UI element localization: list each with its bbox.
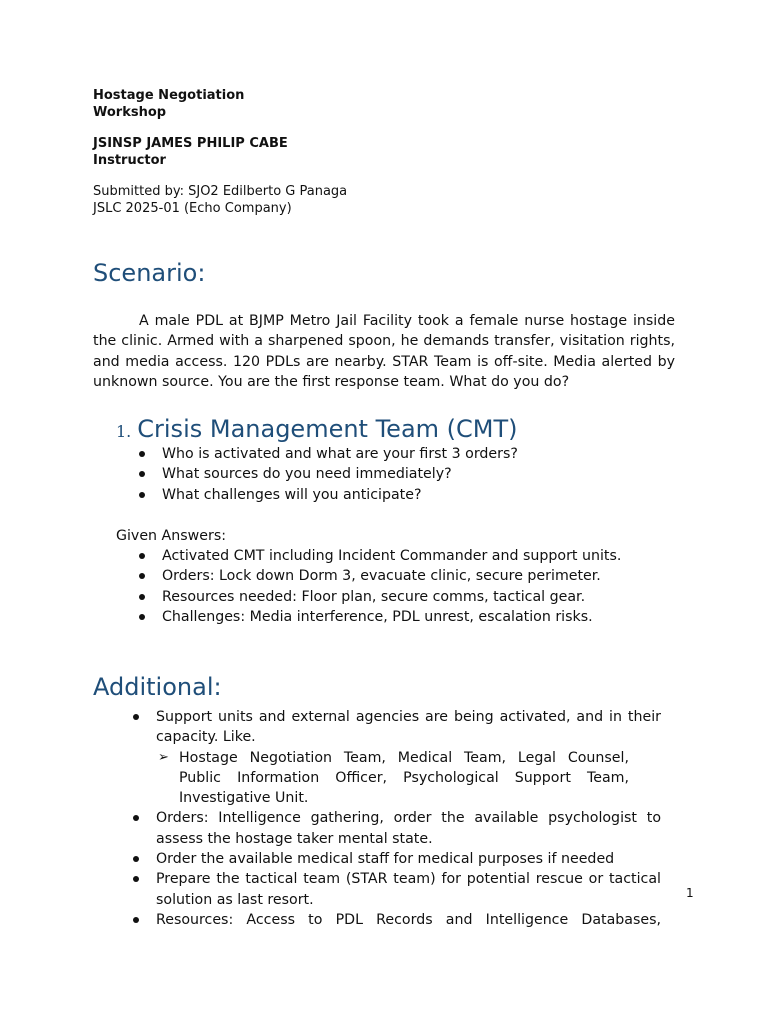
list-item: Who is activated and what are your first 3 orders?	[139, 444, 679, 464]
instructor-block	[93, 136, 288, 169]
list-item: Orders: Intelligence gathering, order the available psychologist to assess the hostage taker mental state.	[133, 808, 661, 849]
list-item: What challenges will you anticipate?	[139, 485, 679, 505]
list-item: Orders: Lock down Dorm 3, evacuate clinic, secure perimeter.	[139, 566, 679, 586]
bullet-icon	[139, 614, 145, 620]
workshop-title	[93, 88, 244, 121]
cmt-title: Crisis Management Team (CMT)	[137, 415, 518, 443]
class-name: JSLC 2025-01 (Echo Company)	[93, 200, 292, 216]
cmt-heading	[116, 414, 518, 447]
scenario-text: A male PDL at BJMP Metro Jail Facility took a female nurse hostage inside the clinic. Armed with a sharpened spoon, he demands transfer, visitation rights, and media access. 120 PDLs are nearby. STAR Team is off-site. Media alerted by unknown source. You are the first response team. What do you do?	[93, 313, 675, 390]
bullet-icon	[139, 573, 145, 579]
list-item: Resources needed: Floor plan, secure comms, tactical gear.	[139, 587, 679, 607]
bullet-icon	[133, 917, 139, 923]
instructor-name: JSINSP JAMES PHILIP CABE	[93, 136, 288, 151]
submitted-by: Submitted by: SJO2 Edilberto G Panaga	[93, 184, 348, 199]
workshop-title-line2: Workshop	[93, 104, 167, 120]
bullet-icon	[133, 876, 139, 882]
list-item: What sources do you need immediately?	[139, 464, 679, 484]
additional-heading: Additional:	[93, 673, 222, 701]
given-answers-label: Given Answers:	[116, 528, 226, 544]
list-item: Resources: Access to PDL Records and Intelligence Databases,	[133, 910, 661, 930]
additional-list	[133, 707, 661, 930]
bullet-icon	[133, 815, 139, 821]
cmt-questions-list	[139, 444, 679, 505]
list-item: Activated CMT including Incident Commander and support units.	[139, 546, 679, 566]
scenario-heading: Scenario:	[93, 259, 206, 287]
bullet-icon	[139, 451, 145, 457]
bullet-icon	[139, 594, 145, 600]
bullet-icon	[133, 856, 139, 862]
list-item: Order the available medical staff for medical purposes if needed	[133, 849, 661, 869]
cmt-answers-list	[139, 546, 679, 627]
list-item: Challenges: Media interference, PDL unrest, escalation risks.	[139, 607, 679, 627]
list-item: Prepare the tactical team (STAR team) for potential rescue or tactical solution as last resort.	[133, 869, 661, 910]
bullet-icon	[139, 492, 145, 498]
bullet-icon	[133, 714, 139, 720]
cmt-number: 1.	[116, 422, 132, 441]
instructor-role: Instructor	[93, 152, 166, 168]
workshop-title-line1: Hostage Negotiation	[93, 88, 245, 103]
arrow-bullet-icon: ➢	[158, 749, 169, 765]
bullet-icon	[139, 471, 145, 477]
list-item: Support units and external agencies are being activated, and in their capacity. Like. ➢ Hostage Negotiation Team, Medical Team, Legal Counsel, Public Information Officer, Psychological Support Team, Investigative Unit.	[133, 707, 661, 808]
sub-list-item: ➢ Hostage Negotiation Team, Medical Team, Legal Counsel, Public Information Officer, Psychological Support Team, Investigative Unit.	[158, 749, 629, 807]
submission-block	[93, 184, 347, 217]
bullet-icon	[139, 553, 145, 559]
page-number: 1	[686, 886, 694, 900]
